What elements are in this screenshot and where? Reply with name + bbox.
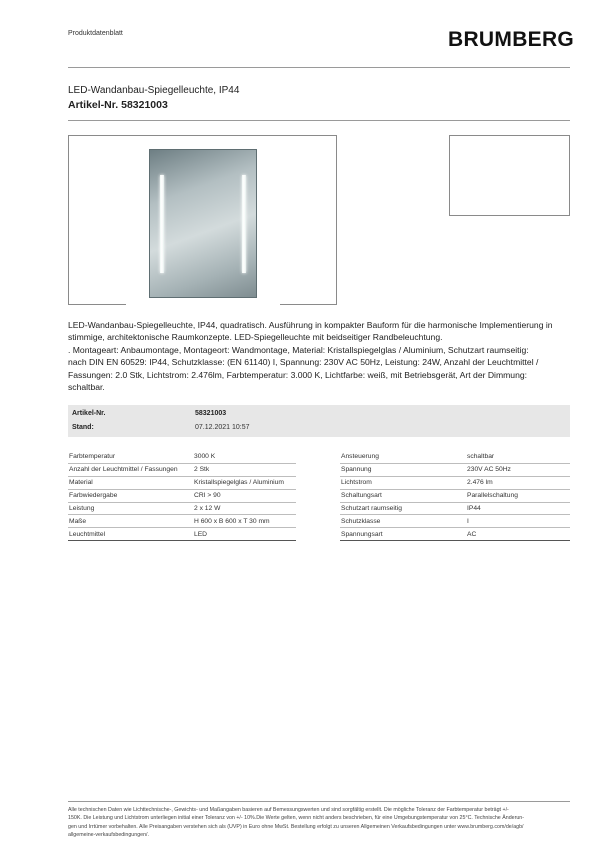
spec-value: AC [467, 528, 570, 541]
table-row [68, 502, 296, 515]
spec-value: CRI > 90 [194, 489, 296, 502]
article-meta-band [68, 405, 570, 437]
title-divider [68, 120, 570, 121]
spec-key: Leuchtmittel [68, 528, 194, 541]
document-type-label: Produktdatenblatt [68, 30, 123, 37]
led-strip-left [160, 175, 164, 273]
spec-value: 2 Stk [194, 463, 296, 476]
table-row [340, 502, 570, 515]
spec-value: IP44 [467, 502, 570, 515]
spec-key: Leistung [68, 502, 194, 515]
table-row [340, 528, 570, 541]
description-line: schaltbar. [68, 382, 105, 393]
spec-value: 3000 K [194, 451, 296, 463]
table-row [68, 515, 296, 528]
spec-key: Anzahl der Leuchtmittel / Fassungen [68, 463, 194, 476]
description-line: nach DIN EN 60529: IP44, Schutzklasse: (EN 61140) I, Spannung: 230V AC 50Hz, Leistung: 24W, Anzahl der Leuchtmittel / [68, 357, 539, 368]
spec-key: Schutzart raumseitig [340, 502, 467, 515]
description-line: LED-Wandanbau-Spiegelleuchte, IP44, quadratisch. Ausführung in kompakter Bauform für die harmonische Implementierung in [68, 320, 553, 330]
table-row [340, 476, 570, 489]
spec-value: I [467, 515, 570, 528]
table-row [340, 515, 570, 528]
description-line: stimmige, architektonische Raumkonzepte. LED-Spiegelleuchte mit beidseitiger Randbeleuchtung. [68, 332, 443, 343]
spec-value: 230V AC 50Hz [467, 463, 570, 476]
footer-divider [68, 801, 570, 802]
table-row [68, 451, 296, 463]
article-number-label: Artikel-Nr. [72, 410, 106, 417]
table-row [68, 476, 296, 489]
spec-value: Parallelschaltung [467, 489, 570, 502]
mirror-product-image [149, 149, 257, 298]
spec-key: Ansteuerung [340, 451, 467, 463]
description-line: Fassungen: 2.0 Stk, Lichtstrom: 2.476lm, Farbtemperatur: 3.000 K, Lichtfarbe: weiß, mit Betriebsgerät, Art der Dimmung: [68, 369, 528, 380]
table-row [340, 489, 570, 502]
table-row [340, 463, 570, 476]
description-line: . Montageart: Anbaumontage, Montageort: Wandmontage, Material: Kristallspiegelglas / Aluminium, Schutzart raumseitig: [68, 344, 529, 355]
footer-line: allgemeine-verkaufsbedingungen/. [68, 832, 149, 839]
spec-key: Spannung [340, 463, 467, 476]
article-number-title: Artikel-Nr. 58321003 [68, 99, 168, 111]
brand-logo: BRUMBERG [448, 28, 575, 51]
product-description [68, 319, 573, 393]
footer-line: Alle technischen Daten wie Lichttechnische-, Gewichts- und Maßangaben basieren auf Bemessungswerten und sind sorgfältig erstellt. Die mögliche Toleranz der Farbtemperatur beträgt +/- [68, 807, 509, 813]
table-row [68, 489, 296, 502]
footer-line: gen und Irrtümer vorbehalten. Alle Preisangaben verstehen sich als (UVP) in Euro ohne MwSt. Bestellung erfolgt zu unseren Allgemeinen Verkaufsbedingungen unter www.brumberg.com/de/agb/ [68, 823, 524, 830]
spec-value: 2.476 lm [467, 476, 570, 489]
spec-value: H 600 x B 600 x T 30 mm [194, 515, 296, 528]
led-strip-right [242, 175, 246, 273]
product-subtitle: LED-Wandanbau-Spiegelleuchte, IP44 [68, 85, 240, 96]
spec-key: Schutzklasse [340, 515, 467, 528]
header-divider [68, 67, 570, 68]
spec-key: Farbwiedergabe [68, 489, 194, 502]
product-image-frame [68, 135, 337, 305]
spec-key: Farbtemperatur [68, 451, 194, 463]
table-row [68, 463, 296, 476]
article-number-value: 58321003 [195, 410, 227, 417]
spec-table-left [68, 451, 296, 541]
spec-value: 2 x 12 W [194, 502, 296, 515]
spec-value: schaltbar [467, 451, 570, 463]
spec-value: Kristallspiegelglas / Aluminium [194, 476, 296, 489]
spec-key: Maße [68, 515, 194, 528]
spec-value: LED [194, 528, 296, 541]
spec-table-right [340, 451, 570, 541]
date-value: 07.12.2021 10:57 [195, 424, 250, 431]
table-row [68, 528, 296, 541]
spec-key: Schaltungsart [340, 489, 467, 502]
date-label: Stand: [72, 424, 94, 431]
spec-key: Spannungsart [340, 528, 467, 541]
dimension-drawing-frame [449, 135, 570, 216]
spec-key: Lichtstrom [340, 476, 467, 489]
legal-footer [68, 806, 573, 840]
footer-line: 150K. Die Leistung und Lichtstrom unterliegen initial einer Toleranz von +/- 10%.Die Werte gelten, wenn nicht anders beschrieben, für eine Umgebungstemperatur von 25°C. Technische Änderun- [68, 815, 525, 822]
table-row [340, 451, 570, 463]
spec-key: Material [68, 476, 194, 489]
